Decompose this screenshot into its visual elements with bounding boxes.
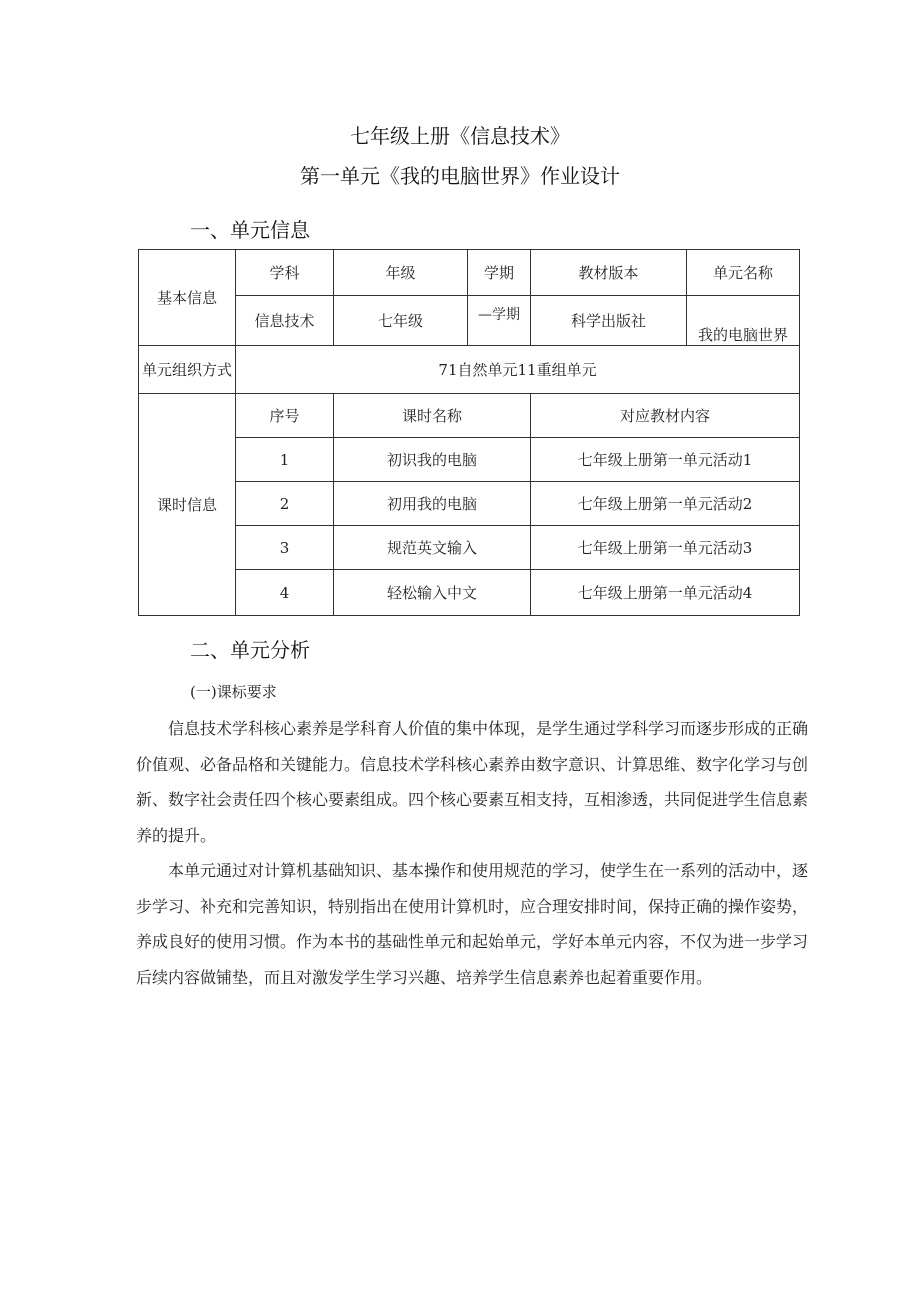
lesson-name: 初识我的电脑 xyxy=(334,438,531,482)
doc-title-line2: 第一单元《我的电脑世界》作业设计 xyxy=(300,164,620,188)
header-grade: 年级 xyxy=(334,250,468,296)
lesson-no: 1 xyxy=(236,438,334,482)
table-row xyxy=(139,570,800,616)
value-grade: 七年级 xyxy=(334,296,468,346)
value-textbook: 科学出版社 xyxy=(531,296,687,346)
table-row xyxy=(139,482,800,526)
table-row xyxy=(139,296,800,346)
lesson-name: 规范英文输入 xyxy=(334,526,531,570)
lesson-header-content: 对应教材内容 xyxy=(531,394,800,438)
subsection-heading: (一)课标要求 xyxy=(190,683,277,701)
lesson-no: 3 xyxy=(236,526,334,570)
org-value: 71自然单元11重组单元 xyxy=(236,346,800,394)
header-textbook: 教材版本 xyxy=(531,250,687,296)
header-subject: 学科 xyxy=(236,250,334,296)
table-row xyxy=(139,438,800,482)
section2-heading: 二、单元分析 xyxy=(190,638,310,662)
lesson-content: 七年级上册第一单元活动2 xyxy=(531,482,800,526)
section1-heading: 一、单元信息 xyxy=(190,218,310,242)
basic-info-label: 基本信息 xyxy=(139,250,236,346)
value-subject: 信息技术 xyxy=(236,296,334,346)
value-unit-name: 我的电脑世界 xyxy=(687,296,800,346)
paragraph-1: 信息技术学科核心素养是学科育人价值的集中体现，是学生通过学科学习而逐步形成的正确价值观、必备品格和关键能力。信息技术学科核心素养由数字意识、计算思维、数字化学习与创新、数字社会责任四个核心要素组成。四个核心要素互相支持，互相渗透，共同促进学生信息素养的提升。 xyxy=(136,719,809,845)
lesson-no: 4 xyxy=(236,570,334,616)
lesson-no: 2 xyxy=(236,482,334,526)
doc-title-line1: 七年级上册《信息技术》 xyxy=(350,124,570,148)
paragraph-2: 本单元通过对计算机基础知识、基本操作和使用规范的学习，使学生在一系列的活动中，逐步学习、补充和完善知识，特别指出在使用计算机时，应合理安排时间，保持正确的操作姿势，养成良好的使用习惯。作为本书的基础性单元和起始单元，学好本单元内容，不仅为进一步学习后续内容做铺垫，而且对激发学生学习兴趣、培养学生信息素养也起着重要作用。 xyxy=(136,861,809,987)
table-row xyxy=(139,250,800,296)
org-label: 单元组织方式 xyxy=(139,346,236,394)
table-row xyxy=(139,526,800,570)
header-term: 学期 xyxy=(468,250,531,296)
unit-info-table xyxy=(138,249,800,616)
lesson-content: 七年级上册第一单元活动3 xyxy=(531,526,800,570)
table-row xyxy=(139,346,800,394)
lesson-info-label: 课时信息 xyxy=(139,394,236,616)
lesson-name: 初用我的电脑 xyxy=(334,482,531,526)
lesson-content: 七年级上册第一单元活动4 xyxy=(531,570,800,616)
table-row xyxy=(139,394,800,438)
lesson-header-name: 课时名称 xyxy=(334,394,531,438)
header-unit-name: 单元名称 xyxy=(687,250,800,296)
lesson-name: 轻松输入中文 xyxy=(334,570,531,616)
lesson-content: 七年级上册第一单元活动1 xyxy=(531,438,800,482)
lesson-header-no: 序号 xyxy=(236,394,334,438)
value-term: —学期 xyxy=(468,296,531,346)
